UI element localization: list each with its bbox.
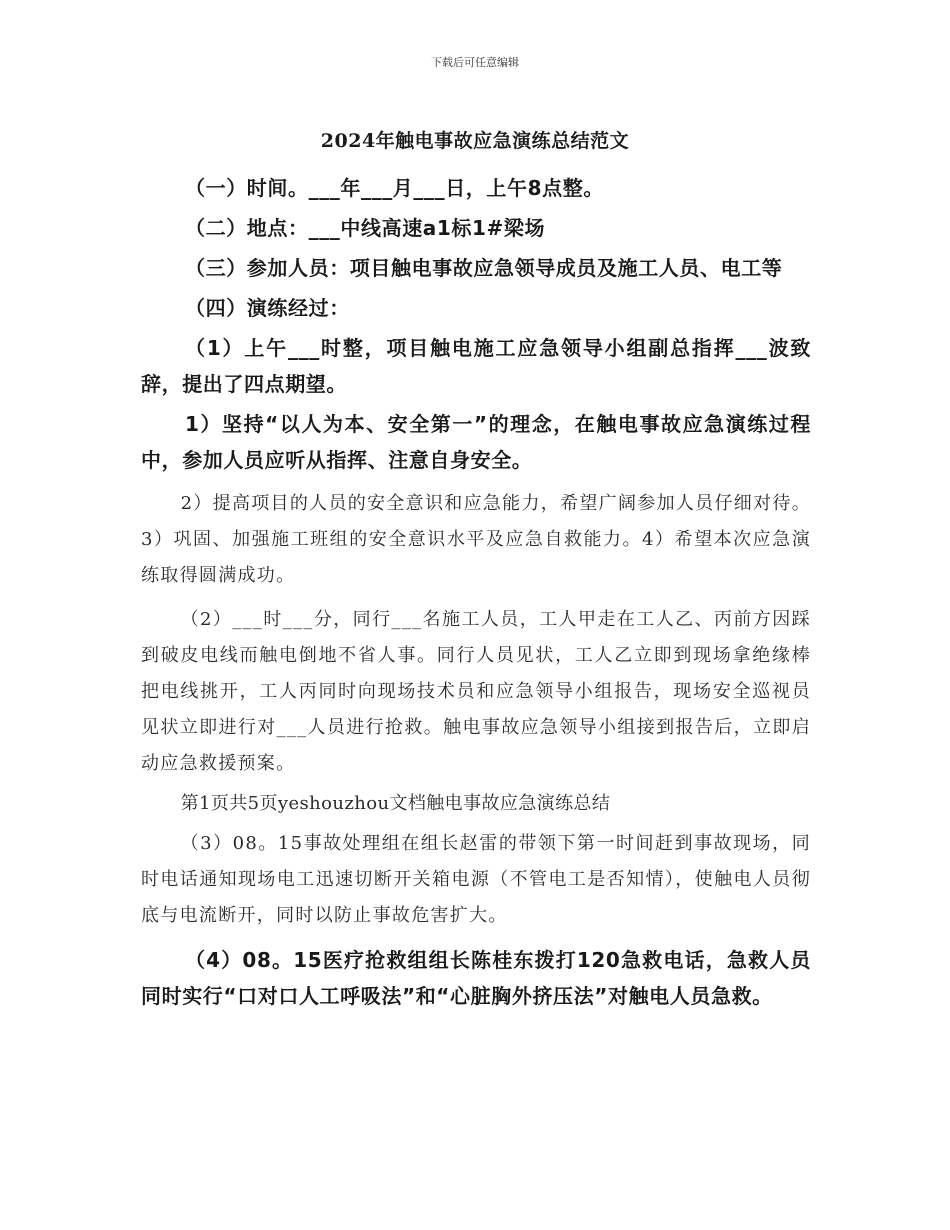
page-footer-line: 第1页共5页yeshouzhou文档触电事故应急演练总结 bbox=[180, 793, 611, 814]
paragraph-step-4: （4）08。15医疗抢救组组长陈桂东拨打120急救电话，急救人员同时实行“口对口人工呼吸法”和“心脏胸外挤压法”对触电人员急救。 bbox=[141, 948, 811, 1008]
paragraph-location: （二）地点：___中线高速a1标1#梁场 bbox=[185, 216, 546, 240]
paragraph-participants: （三）参加人员：项目触电事故应急领导成员及施工人员、电工等 bbox=[185, 256, 783, 280]
document-title: 2024年触电事故应急演练总结范文 bbox=[320, 130, 630, 152]
document-body bbox=[141, 170, 811, 1018]
paragraph-expectation-1: 1）坚持“以人为本、安全第一”的理念，在触电事故应急演练过程中，参加人员应听从指挥、注意自身安全。 bbox=[141, 412, 811, 472]
paragraph-step-3: （3）08。15事故处理组在组长赵雷的带领下第一时间赶到事故现场，同时电话通知现场电工迅速切断开关箱电源（不管电工是否知情），使触电人员彻底与电流断开，同时以防止事故危害扩大。 bbox=[141, 833, 811, 926]
header-note: 下载后可任意编辑 bbox=[431, 56, 519, 69]
paragraph-expectations-2-4: 2）提高项目的人员的安全意识和应急能力，希望广阔参加人员仔细对待。3）巩固、加强施工班组的安全意识水平及应急自救能力。4）希望本次应急演练取得圆满成功。 bbox=[141, 493, 811, 586]
paragraph-time: （一）时间。___年___月___日，上午8点整。 bbox=[185, 176, 604, 200]
paragraph-step-2: （2）___时___分，同行___名施工人员，工人甲走在工人乙、丙前方因踩到破皮电线而触电倒地不省人事。同行人员见状，工人乙立即到现场拿绝缘棒把电线挑开，工人丙同时向现场技术员和应急领导小组报告，现场安全巡视员见状立即进行对___人员进行抢救。触电事故应急领导小组接到报告后，立即启动应急救援预案。 bbox=[141, 609, 811, 774]
paragraph-process-heading: （四）演练经过： bbox=[185, 296, 350, 320]
paragraph-step-1: （1）上午___时整，项目触电施工应急领导小组副总指挥___波致辞，提出了四点期望。 bbox=[141, 336, 811, 396]
